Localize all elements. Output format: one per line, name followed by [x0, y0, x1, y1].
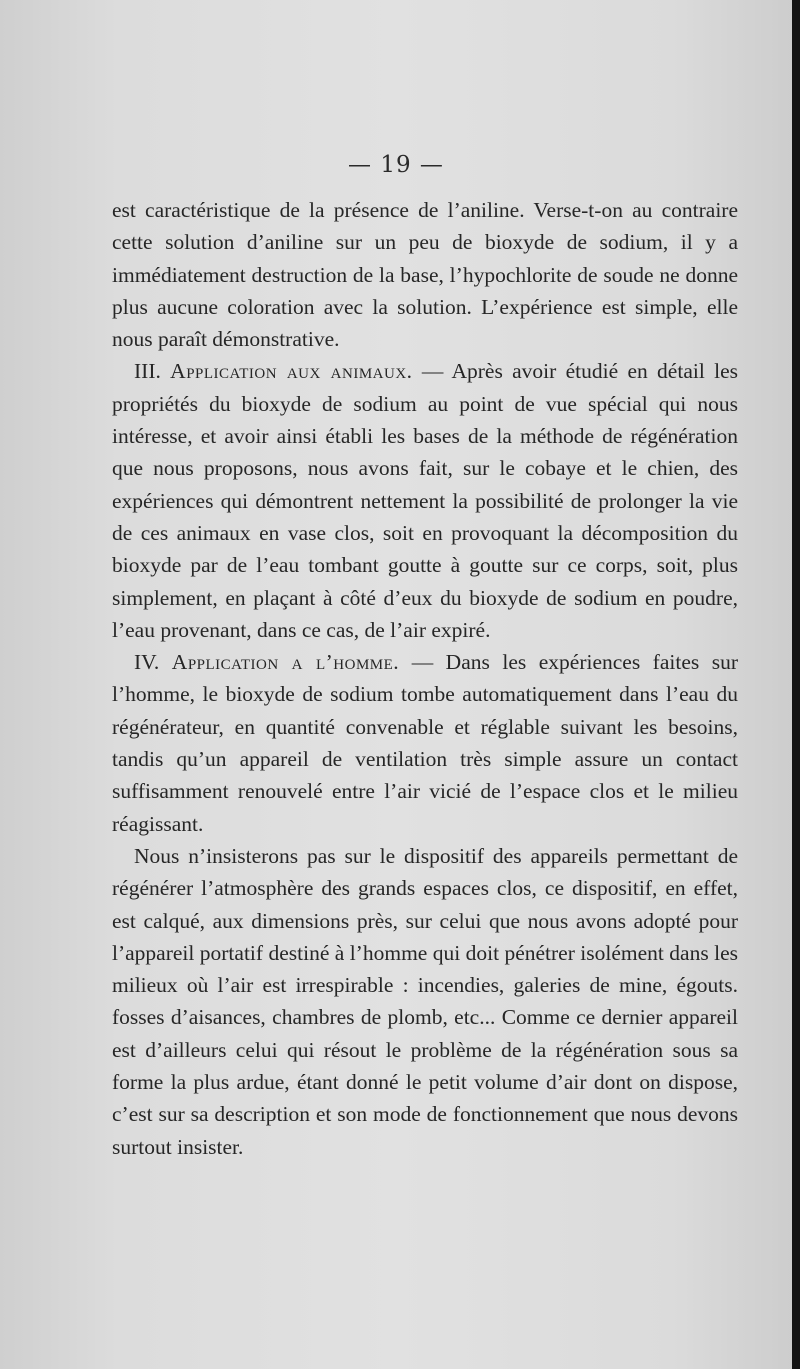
- section-numeral-iii: III.: [134, 359, 161, 384]
- scan-edge: [792, 0, 800, 1369]
- paragraph-apparatus: Nous n’insisterons pas sur le dispositif des appareils permettant de régénérer l’atmosphère des grands espaces clos, ce dispositif, en effet, est calqué, aux dimensions près, sur celui que nous avons adopté pour l’appareil portatif destiné à l’homme qui doit pénétrer isolément dans les milieux où l’air est irrespirable : incendies, galeries de mine, égouts. fosses d’aisances, chambres de plomb, etc... Comme ce dernier appareil est d’ailleurs celui qui résout le problème de la régénération sous sa forme la plus ardue, étant donné le petit volume d’air dont on dispose, c’est sur sa description et son mode de fonctionnement que nous devons surtout insister.: [112, 843, 738, 1159]
- page-number: — 19 —: [348, 152, 444, 178]
- paragraph-application-animals: [112, 355, 738, 646]
- section-text-animals: — Après avoir étudié en détail les propriétés du bioxyde de sodium au point de vue spécial qui nous intéresse, et avoir ainsi établi les bases de la méthode de régénération que nous proposons, nous avons fait, sur le cobaye et le chien, des expériences qui démontrent nettement la possibilité de prolonger la vie de ces animaux en vase clos, soit en provoquant la décomposition du bioxyde par de l’eau tombant goutte à goutte sur ce corps, soit, plus simplement, en plaçant à côté d’eux du bioxyde de sodium en poudre, l’eau provenant, dans ce cas, de l’air expiré.: [112, 359, 738, 642]
- section-heading-animals: Application aux animaux.: [170, 359, 413, 384]
- paragraph-application-man: [112, 646, 738, 840]
- body-text: [112, 194, 738, 1163]
- section-numeral-iv: IV.: [134, 650, 160, 675]
- section-text-man: — Dans les expériences faites sur l’homme, le bioxyde de sodium tombe automatiquement dans l’eau du régénérateur, en quantité convenable et réglable suivant les besoins, tandis qu’un appareil de ventilation très simple assure un contact suffisamment renouvelé entre l’air vicié de l’espace clos et le milieu réagissant.: [112, 650, 739, 836]
- section-heading-man: Application a l’homme.: [171, 650, 400, 675]
- paragraph-aniline-conclusion: est caractéristique de la présence de l’aniline. Verse-t-on au contraire cette solution d’aniline sur un peu de bioxyde de sodium, il y a immédiatement destruction de la base, l’hypochlorite de soude ne donne plus aucune coloration avec la solution. L’expérience est simple, elle nous paraît démonstrative.: [112, 198, 738, 352]
